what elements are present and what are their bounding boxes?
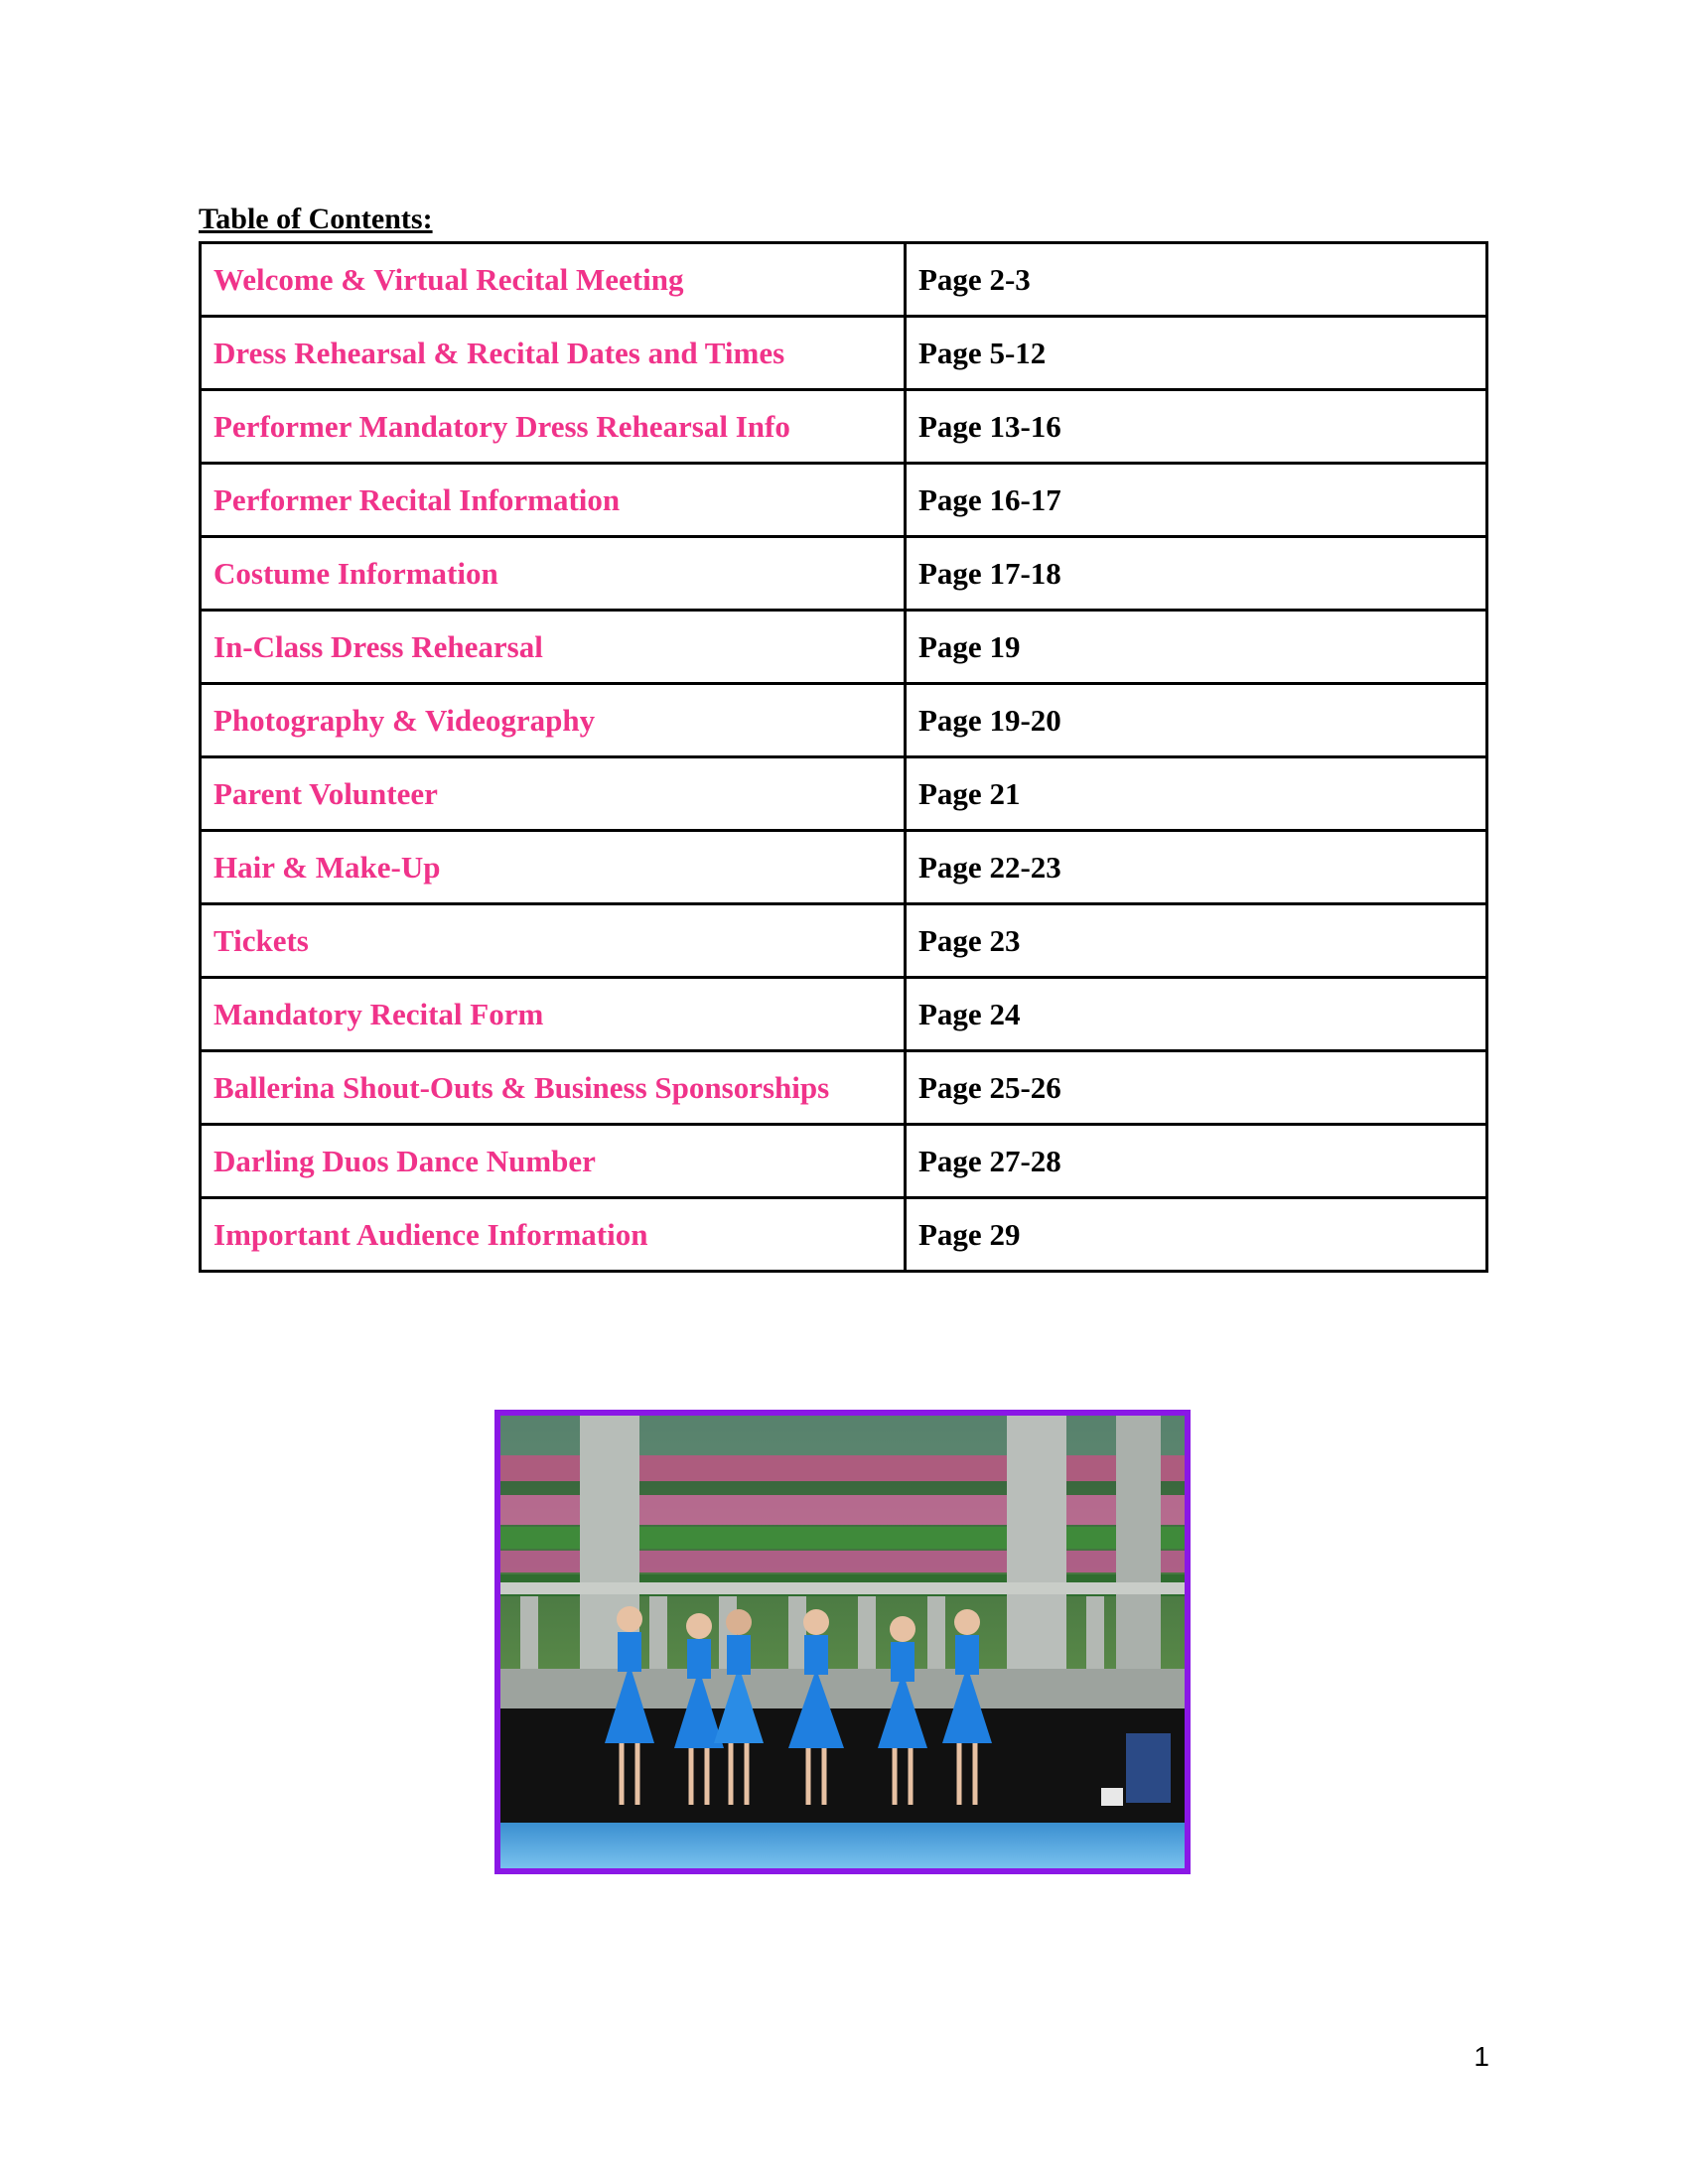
toc-row: [201, 831, 1487, 904]
toc-section-link[interactable]: Performer Mandatory Dress Rehearsal Info: [201, 390, 906, 464]
toc-section-link[interactable]: Welcome & Virtual Recital Meeting: [201, 243, 906, 317]
toc-row: [201, 757, 1487, 831]
toc-section-link[interactable]: Darling Duos Dance Number: [201, 1125, 906, 1198]
recital-photo-illustration: [500, 1416, 1185, 1868]
toc-section-link[interactable]: Tickets: [201, 904, 906, 978]
toc-row: [201, 611, 1487, 684]
toc-row: [201, 684, 1487, 757]
toc-page-ref: Page 22-23: [906, 831, 1487, 904]
toc-page-ref: Page 5-12: [906, 317, 1487, 390]
toc-section-link[interactable]: In-Class Dress Rehearsal: [201, 611, 906, 684]
toc-page-ref: Page 2-3: [906, 243, 1487, 317]
toc-section-link[interactable]: Ballerina Shout-Outs & Business Sponsorships: [201, 1051, 906, 1125]
page-number: 1: [1474, 2041, 1489, 2072]
toc-row: [201, 464, 1487, 537]
toc-row: [201, 243, 1487, 317]
toc-page-ref: Page 25-26: [906, 1051, 1487, 1125]
toc-row: [201, 1198, 1487, 1272]
toc-section-link[interactable]: Performer Recital Information: [201, 464, 906, 537]
toc-page-ref: Page 16-17: [906, 464, 1487, 537]
toc-row: [201, 390, 1487, 464]
toc-section-link[interactable]: Dress Rehearsal & Recital Dates and Times: [201, 317, 906, 390]
toc-row: [201, 904, 1487, 978]
toc-page-ref: Page 29: [906, 1198, 1487, 1272]
toc-section-link[interactable]: Hair & Make-Up: [201, 831, 906, 904]
toc-section-link[interactable]: Costume Information: [201, 537, 906, 611]
toc-page-ref: Page 21: [906, 757, 1487, 831]
toc-row: [201, 1125, 1487, 1198]
toc-section-link[interactable]: Important Audience Information: [201, 1198, 906, 1272]
toc-row: [201, 317, 1487, 390]
toc-page-ref: Page 27-28: [906, 1125, 1487, 1198]
toc-row: [201, 978, 1487, 1051]
toc-page-ref: Page 13-16: [906, 390, 1487, 464]
toc-section-link[interactable]: Photography & Videography: [201, 684, 906, 757]
recital-photo: [494, 1410, 1191, 1874]
toc-page-ref: Page 23: [906, 904, 1487, 978]
toc-row: [201, 1051, 1487, 1125]
toc-table: [199, 241, 1488, 1273]
toc-heading: Table of Contents:: [199, 203, 433, 235]
toc-page-ref: Page 19: [906, 611, 1487, 684]
toc-row: [201, 537, 1487, 611]
toc-page-ref: Page 19-20: [906, 684, 1487, 757]
toc-section-link[interactable]: Mandatory Recital Form: [201, 978, 906, 1051]
toc-section-link[interactable]: Parent Volunteer: [201, 757, 906, 831]
toc-page-ref: Page 24: [906, 978, 1487, 1051]
toc-page-ref: Page 17-18: [906, 537, 1487, 611]
